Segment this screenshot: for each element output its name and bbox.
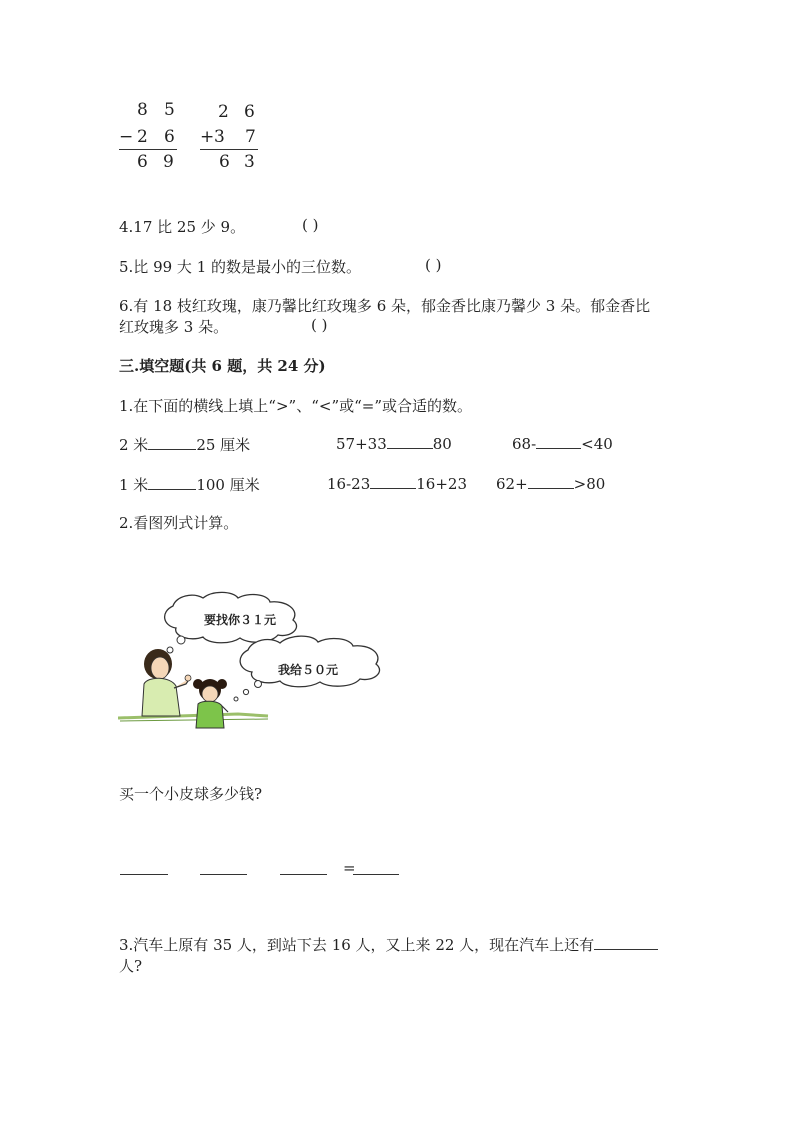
compare-right: <40 [581, 435, 613, 453]
calc-rule [200, 149, 258, 150]
fill-q3-text: 3.汽车上原有 35 人，到站下去 16 人，又上来 22 人，现在汽车上还有 [119, 936, 595, 954]
calc-rule [119, 149, 177, 150]
compare-item-6 [496, 474, 605, 493]
answer-blank[interactable] [528, 474, 574, 489]
answer-blank[interactable] [148, 435, 196, 450]
compare-left: 16-23 [327, 475, 371, 493]
digit: 7 [245, 127, 256, 147]
judge-q6-line2: 红玫瑰多 3 朵。 [119, 318, 229, 336]
compare-left: 1 米 [119, 476, 149, 494]
answer-blank[interactable] [387, 434, 433, 449]
answer-blank[interactable] [594, 935, 658, 950]
digit: 6 [219, 152, 230, 172]
digit: 3 [244, 152, 255, 172]
digit: 9 [163, 152, 174, 172]
cloud-text-2: 我给５０元 [278, 663, 339, 677]
judge-q6-line1: 6.有 18 枝红玫瑰，康乃馨比红玫瑰多 6 朵，郁金香比康乃馨少 3 朵。郁金香比 [119, 297, 651, 315]
digit: 6 [164, 127, 175, 147]
digit: 2 [137, 127, 148, 147]
answer-paren[interactable]: ( ) [302, 216, 319, 234]
compare-left: 2 米 [119, 436, 149, 454]
equals-sign: = [343, 859, 356, 877]
compare-item-5 [327, 474, 467, 493]
answer-paren[interactable]: ( ) [311, 316, 328, 334]
digit: 8 [137, 100, 148, 120]
section-title: 三.填空题(共 6 题，共 24 分) [119, 357, 326, 375]
compare-left: 68- [512, 435, 537, 453]
judge-q4: 4.17 比 25 少 9。 [119, 218, 246, 236]
operator: − [119, 127, 134, 147]
equation-blank-3[interactable] [280, 862, 327, 875]
compare-right: 25 厘米 [196, 436, 251, 454]
answer-blank[interactable] [536, 434, 581, 449]
fill-q1: 1.在下面的横线上填上“>”、“<”或“=”或合适的数。 [119, 397, 473, 415]
digit: 2 [218, 102, 229, 122]
digit: 6 [137, 152, 148, 172]
digit: 3 [214, 127, 225, 147]
compare-item-1 [119, 434, 250, 455]
compare-left: 57+33 [336, 435, 387, 453]
digit: 5 [164, 100, 175, 120]
answer-blank[interactable] [148, 475, 196, 490]
equation-blank-1[interactable] [120, 862, 168, 875]
digit: 6 [244, 102, 255, 122]
illustration [118, 588, 388, 748]
equation-blank-2[interactable] [200, 862, 247, 875]
answer-blank[interactable] [370, 474, 416, 489]
answer-paren[interactable]: ( ) [425, 256, 442, 274]
compare-right: 80 [432, 435, 452, 453]
compare-item-2 [336, 434, 452, 453]
compare-right: 16+23 [416, 475, 467, 493]
fill-q3-line1 [119, 934, 658, 955]
operator: + [200, 127, 215, 147]
compare-item-4 [119, 474, 260, 495]
fill-q3-line2: 人? [119, 957, 143, 975]
cloud-text-1: 要找你３１元 [204, 613, 277, 627]
fill-q2-question: 买一个小皮球多少钱? [119, 785, 263, 803]
compare-right: >80 [573, 475, 606, 493]
compare-right: 100 厘米 [196, 476, 260, 494]
equation-blank-result[interactable] [353, 862, 399, 875]
judge-q5: 5.比 99 大 1 的数是最小的三位数。 [119, 258, 362, 276]
fill-q2: 2.看图列式计算。 [119, 514, 239, 532]
compare-left: 62+ [496, 475, 528, 493]
compare-item-3 [512, 434, 613, 453]
